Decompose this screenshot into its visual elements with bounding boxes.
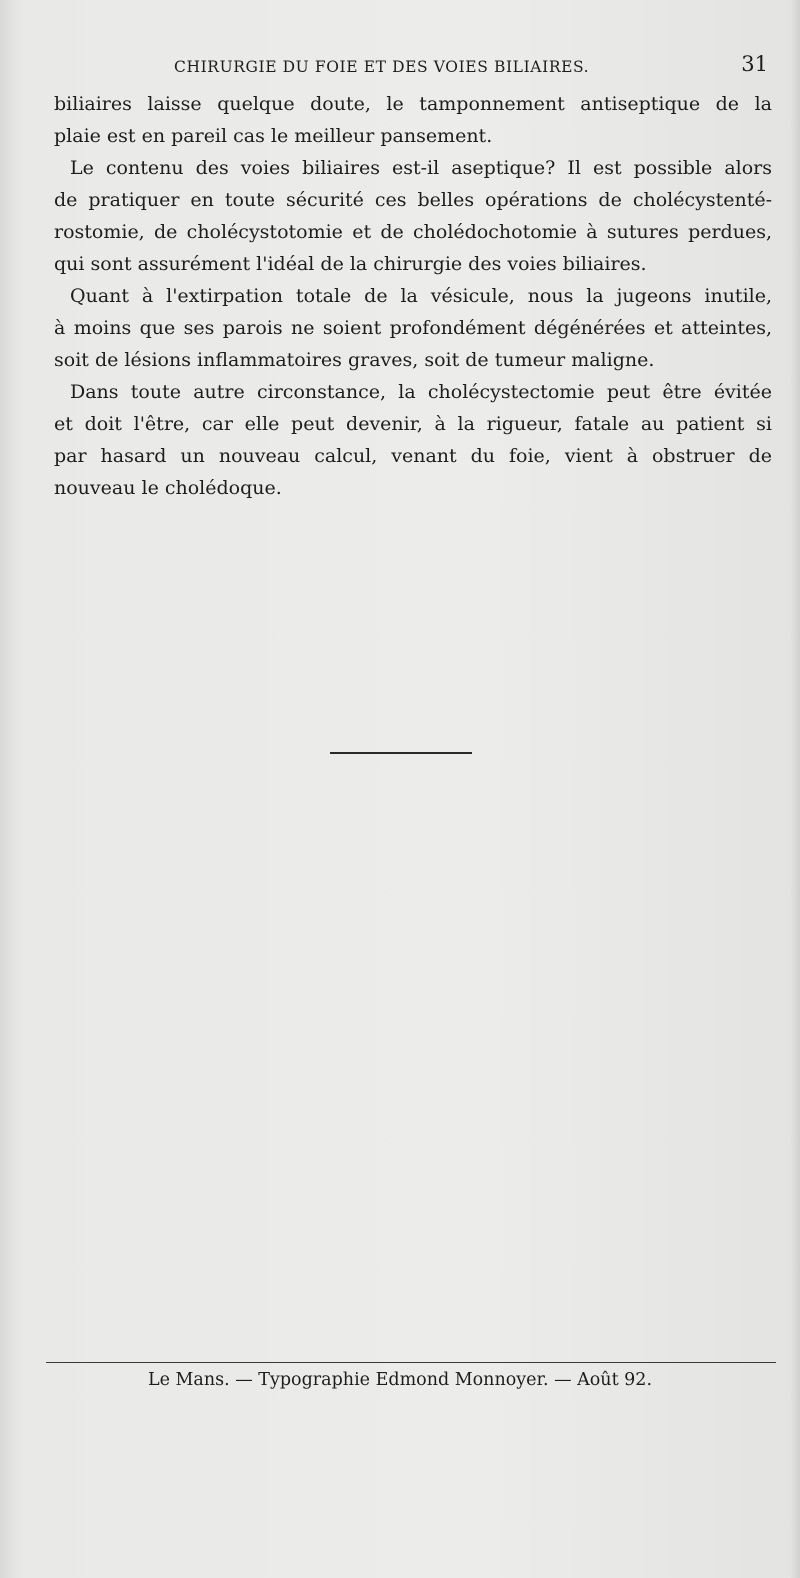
text-line: soit de lésions inflammatoires graves, soit de tumeur maligne. <box>54 349 655 371</box>
text-line: Quant à l'extirpation totale de la vésicule, nous la jugeons inutile, <box>70 285 772 307</box>
text-line: et doit l'être, car elle peut devenir, à la rigueur, fatale au patient si <box>54 413 772 435</box>
printer-imprint: Le Mans. — Typographie Edmond Monnoyer. — Août 92. <box>147 1370 653 1390</box>
text-line: qui sont assurément l'idéal de la chirurgie des voies biliaires. <box>54 253 647 275</box>
page-edge-shadow <box>790 0 800 1578</box>
footer-rule <box>46 1362 776 1363</box>
text-line: à moins que ses parois ne soient profondément dégénérées et atteintes, <box>54 317 772 339</box>
section-separator <box>330 752 472 754</box>
text-line: nouveau le cholédoque. <box>54 477 282 499</box>
text-line: Le contenu des voies biliaires est-il aseptique? Il est possible alors <box>70 157 772 179</box>
text-line: Dans toute autre circonstance, la cholécystectomie peut être évitée <box>70 381 772 403</box>
running-header <box>54 52 770 82</box>
text-line: biliaires laisse quelque doute, le tamponnement antiseptique de la <box>54 93 772 115</box>
text-line: plaie est en pareil cas le meilleur pansement. <box>54 125 493 147</box>
text-line: rostomie, de cholécystotomie et de cholédochotomie à sutures perdues, <box>54 221 772 243</box>
text-line: de pratiquer en toute sécurité ces belles opérations de cholécystenté- <box>54 189 772 211</box>
running-title: CHIRURGIE DU FOIE ET DES VOIES BILIAIRES. <box>174 58 590 76</box>
text-line: par hasard un nouveau calcul, venant du foie, vient à obstruer de <box>54 445 772 467</box>
page-number: 31 <box>741 52 768 76</box>
body-text <box>54 88 772 504</box>
